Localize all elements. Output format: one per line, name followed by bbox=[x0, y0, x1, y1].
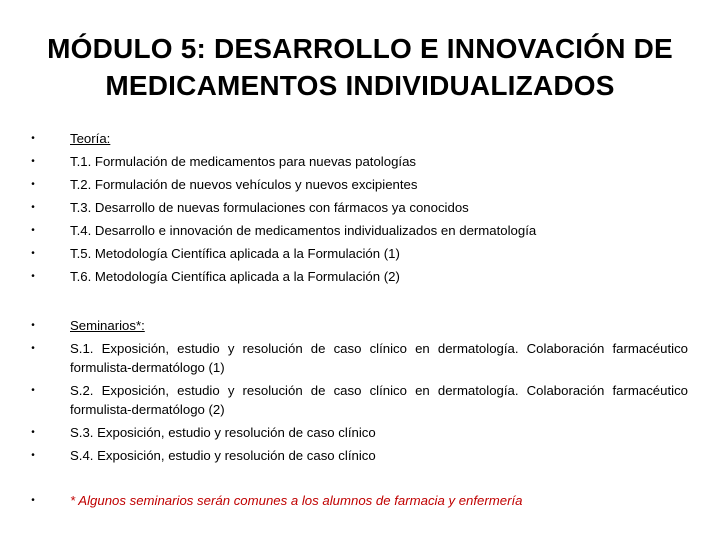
bullet-icon: • bbox=[31, 385, 35, 396]
teoria-heading: Teoría: bbox=[70, 131, 111, 146]
seminario-item: S.3. Exposición, estudio y resolución de caso clínico bbox=[70, 425, 376, 440]
bullet-icon: • bbox=[31, 427, 35, 438]
list-item bbox=[28, 444, 688, 467]
bullet-icon: • bbox=[31, 320, 35, 331]
bullet-icon: • bbox=[31, 450, 35, 461]
list-item bbox=[28, 489, 688, 512]
list-item bbox=[28, 379, 688, 421]
note-list bbox=[28, 489, 688, 512]
teoria-list bbox=[28, 127, 688, 288]
bullet-icon: • bbox=[31, 248, 35, 259]
seminar-note: * Algunos seminarios serán comunes a los alumnos de farmacia y enfermería bbox=[70, 493, 523, 508]
teoria-item: T.2. Formulación de nuevos vehículos y nuevos excipientes bbox=[70, 177, 418, 192]
teoria-item: T.5. Metodología Científica aplicada a la Formulación (1) bbox=[70, 246, 400, 261]
list-item bbox=[28, 337, 688, 379]
title-line-1: MÓDULO 5: DESARROLLO E INNOVACIÓN DE bbox=[47, 33, 673, 64]
title-line-2: MEDICAMENTOS INDIVIDUALIZADOS bbox=[105, 70, 615, 101]
bullet-icon: • bbox=[31, 179, 35, 190]
list-item bbox=[28, 173, 688, 196]
seminario-item: S.1. Exposición, estudio y resolución de caso clínico en dermatología. Colaboración farmacéutico formulista-dermatólogo (1) bbox=[70, 341, 688, 375]
list-item bbox=[28, 150, 688, 173]
list-item bbox=[28, 219, 688, 242]
teoria-item: T.1. Formulación de medicamentos para nuevas patologías bbox=[70, 154, 416, 169]
teoria-item: T.4. Desarrollo e innovación de medicamentos individualizados en dermatología bbox=[70, 223, 537, 238]
bullet-icon: • bbox=[31, 202, 35, 213]
seminarios-list bbox=[28, 314, 688, 467]
bullet-icon: • bbox=[31, 133, 35, 144]
list-item bbox=[28, 242, 688, 265]
bullet-icon: • bbox=[31, 495, 35, 506]
seminario-item: S.2. Exposición, estudio y resolución de caso clínico en dermatología. Colaboración farmacéutico formulista-dermatólogo (2) bbox=[70, 383, 688, 417]
bullet-icon: • bbox=[31, 343, 35, 354]
teoria-item: T.6. Metodología Científica aplicada a la Formulación (2) bbox=[70, 269, 400, 284]
list-item bbox=[28, 421, 688, 444]
list-item bbox=[28, 314, 688, 337]
bullet-icon: • bbox=[31, 156, 35, 167]
seminario-item: S.4. Exposición, estudio y resolución de caso clínico bbox=[70, 448, 376, 463]
list-item bbox=[28, 196, 688, 219]
bullet-icon: • bbox=[31, 271, 35, 282]
list-item bbox=[28, 265, 688, 288]
list-item bbox=[28, 127, 688, 150]
slide-title bbox=[40, 30, 680, 104]
bullet-icon: • bbox=[31, 225, 35, 236]
teoria-item: T.3. Desarrollo de nuevas formulaciones con fármacos ya conocidos bbox=[70, 200, 469, 215]
seminarios-heading: Seminarios*: bbox=[70, 318, 145, 333]
